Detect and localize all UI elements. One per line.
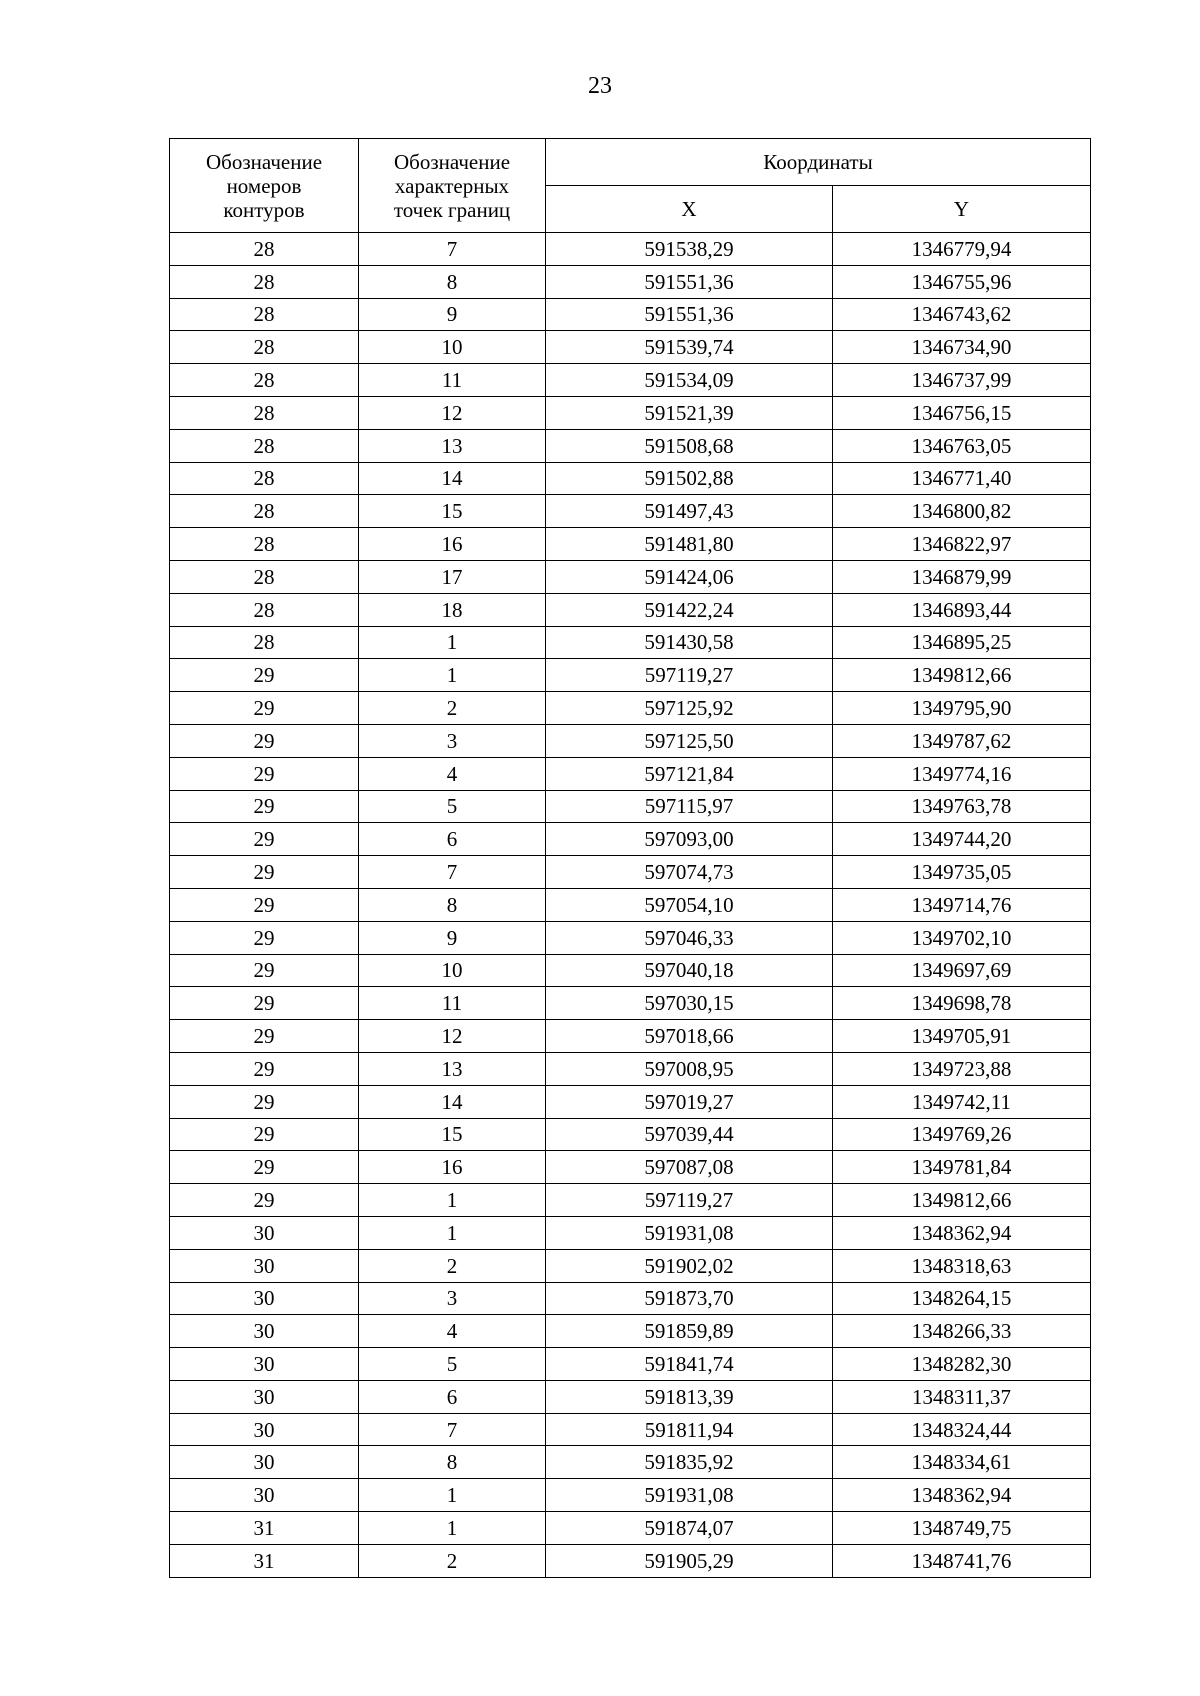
header-contour-line: контуров	[223, 197, 305, 222]
cell-point-number: 2	[359, 1249, 546, 1282]
cell-contour-number: 30	[170, 1216, 359, 1249]
cell-contour-number: 29	[170, 888, 359, 921]
table-row	[170, 888, 1091, 921]
cell-x: 591931,08	[546, 1216, 833, 1249]
cell-contour-number: 29	[170, 1151, 359, 1184]
cell-contour-number: 30	[170, 1413, 359, 1446]
cell-y: 1349812,66	[833, 659, 1091, 692]
cell-y: 1349795,90	[833, 692, 1091, 725]
cell-x: 591813,39	[546, 1380, 833, 1413]
cell-contour-number: 28	[170, 462, 359, 495]
cell-contour-number: 30	[170, 1380, 359, 1413]
cell-x: 591502,88	[546, 462, 833, 495]
cell-y: 1348266,33	[833, 1315, 1091, 1348]
header-boundary-point	[359, 139, 546, 233]
cell-point-number: 2	[359, 1544, 546, 1577]
cell-y: 1349735,05	[833, 856, 1091, 889]
cell-contour-number: 28	[170, 593, 359, 626]
cell-point-number: 7	[359, 1413, 546, 1446]
table-row	[170, 659, 1091, 692]
cell-x: 597046,33	[546, 921, 833, 954]
table-row	[170, 1118, 1091, 1151]
table-row	[170, 364, 1091, 397]
header-y: Y	[833, 186, 1091, 233]
cell-y: 1348334,61	[833, 1446, 1091, 1479]
cell-point-number: 8	[359, 1446, 546, 1479]
cell-y: 1349812,66	[833, 1184, 1091, 1217]
table-row	[170, 757, 1091, 790]
cell-contour-number: 29	[170, 1118, 359, 1151]
cell-point-number: 11	[359, 364, 546, 397]
cell-point-number: 8	[359, 265, 546, 298]
cell-x: 591534,09	[546, 364, 833, 397]
cell-y: 1349787,62	[833, 724, 1091, 757]
cell-x: 591551,36	[546, 265, 833, 298]
table-row	[170, 528, 1091, 561]
cell-y: 1348749,75	[833, 1512, 1091, 1545]
cell-contour-number: 30	[170, 1315, 359, 1348]
cell-x: 597119,27	[546, 659, 833, 692]
cell-contour-number: 31	[170, 1512, 359, 1545]
header-contour-number	[170, 139, 359, 233]
table-row	[170, 233, 1091, 266]
cell-contour-number: 29	[170, 659, 359, 692]
cell-y: 1346756,15	[833, 396, 1091, 429]
cell-point-number: 11	[359, 987, 546, 1020]
cell-x: 591422,24	[546, 593, 833, 626]
cell-x: 591811,94	[546, 1413, 833, 1446]
cell-x: 597121,84	[546, 757, 833, 790]
table-row	[170, 1282, 1091, 1315]
table-row	[170, 495, 1091, 528]
cell-point-number: 14	[359, 462, 546, 495]
cell-point-number: 3	[359, 724, 546, 757]
cell-y: 1346743,62	[833, 298, 1091, 331]
table-row	[170, 724, 1091, 757]
cell-x: 591538,29	[546, 233, 833, 266]
header-contour-line: номеров	[226, 173, 302, 198]
table-row	[170, 265, 1091, 298]
cell-contour-number: 29	[170, 921, 359, 954]
cell-point-number: 13	[359, 1052, 546, 1085]
table-row	[170, 1249, 1091, 1282]
cell-contour-number: 28	[170, 560, 359, 593]
cell-y: 1349742,11	[833, 1085, 1091, 1118]
cell-contour-number: 28	[170, 396, 359, 429]
cell-y: 1346771,40	[833, 462, 1091, 495]
cell-y: 1349781,84	[833, 1151, 1091, 1184]
cell-contour-number: 30	[170, 1348, 359, 1381]
cell-x: 591905,29	[546, 1544, 833, 1577]
table-row	[170, 462, 1091, 495]
cell-y: 1349697,69	[833, 954, 1091, 987]
cell-y: 1346779,94	[833, 233, 1091, 266]
cell-x: 597039,44	[546, 1118, 833, 1151]
table-row	[170, 1348, 1091, 1381]
cell-contour-number: 29	[170, 954, 359, 987]
table-row	[170, 429, 1091, 462]
cell-x: 597119,27	[546, 1184, 833, 1217]
cell-x: 591873,70	[546, 1282, 833, 1315]
cell-y: 1348741,76	[833, 1544, 1091, 1577]
cell-x: 597087,08	[546, 1151, 833, 1184]
cell-y: 1349723,88	[833, 1052, 1091, 1085]
cell-x: 597125,50	[546, 724, 833, 757]
table-row	[170, 921, 1091, 954]
cell-x: 591931,08	[546, 1479, 833, 1512]
cell-contour-number: 30	[170, 1249, 359, 1282]
cell-point-number: 7	[359, 856, 546, 889]
cell-x: 591481,80	[546, 528, 833, 561]
cell-x: 597125,92	[546, 692, 833, 725]
table-row	[170, 790, 1091, 823]
cell-y: 1349705,91	[833, 1020, 1091, 1053]
cell-point-number: 6	[359, 823, 546, 856]
cell-point-number: 2	[359, 692, 546, 725]
table-row	[170, 1479, 1091, 1512]
cell-x: 591835,92	[546, 1446, 833, 1479]
cell-contour-number: 29	[170, 987, 359, 1020]
cell-point-number: 7	[359, 233, 546, 266]
cell-y: 1346822,97	[833, 528, 1091, 561]
table-row	[170, 1184, 1091, 1217]
cell-contour-number: 28	[170, 528, 359, 561]
cell-x: 597040,18	[546, 954, 833, 987]
header-coordinates: Координаты	[546, 139, 1091, 186]
table-row	[170, 626, 1091, 659]
table-row	[170, 1151, 1091, 1184]
cell-x: 597054,10	[546, 888, 833, 921]
cell-contour-number: 29	[170, 1184, 359, 1217]
cell-y: 1348324,44	[833, 1413, 1091, 1446]
cell-x: 597115,97	[546, 790, 833, 823]
cell-y: 1349769,26	[833, 1118, 1091, 1151]
cell-x: 597074,73	[546, 856, 833, 889]
cell-point-number: 1	[359, 659, 546, 692]
cell-x: 597019,27	[546, 1085, 833, 1118]
cell-point-number: 15	[359, 1118, 546, 1151]
cell-point-number: 15	[359, 495, 546, 528]
cell-contour-number: 29	[170, 1020, 359, 1053]
cell-point-number: 14	[359, 1085, 546, 1118]
cell-y: 1348311,37	[833, 1380, 1091, 1413]
table-body	[170, 233, 1091, 1578]
cell-x: 591508,68	[546, 429, 833, 462]
cell-x: 591874,07	[546, 1512, 833, 1545]
header-point-line: характерных	[394, 173, 510, 198]
header-point-line: Обозначение	[393, 149, 511, 174]
cell-point-number: 18	[359, 593, 546, 626]
cell-x: 591551,36	[546, 298, 833, 331]
cell-x: 591841,74	[546, 1348, 833, 1381]
cell-point-number: 16	[359, 1151, 546, 1184]
cell-point-number: 1	[359, 1184, 546, 1217]
cell-contour-number: 30	[170, 1479, 359, 1512]
cell-y: 1348362,94	[833, 1479, 1091, 1512]
table-row	[170, 1315, 1091, 1348]
cell-x: 591430,58	[546, 626, 833, 659]
cell-point-number: 5	[359, 1348, 546, 1381]
cell-x: 597008,95	[546, 1052, 833, 1085]
cell-y: 1346737,99	[833, 364, 1091, 397]
cell-y: 1346879,99	[833, 560, 1091, 593]
cell-point-number: 12	[359, 396, 546, 429]
cell-point-number: 9	[359, 921, 546, 954]
cell-point-number: 3	[359, 1282, 546, 1315]
table-header	[170, 139, 1091, 233]
cell-contour-number: 28	[170, 429, 359, 462]
cell-point-number: 6	[359, 1380, 546, 1413]
cell-contour-number: 30	[170, 1446, 359, 1479]
cell-point-number: 16	[359, 528, 546, 561]
table-row	[170, 1544, 1091, 1577]
cell-x: 591902,02	[546, 1249, 833, 1282]
cell-y: 1349698,78	[833, 987, 1091, 1020]
cell-y: 1346800,82	[833, 495, 1091, 528]
table-row	[170, 560, 1091, 593]
cell-point-number: 1	[359, 1512, 546, 1545]
cell-point-number: 17	[359, 560, 546, 593]
table-row	[170, 1413, 1091, 1446]
table-row	[170, 298, 1091, 331]
cell-x: 597093,00	[546, 823, 833, 856]
page-number: 23	[588, 73, 612, 99]
table-row	[170, 593, 1091, 626]
cell-y: 1346763,05	[833, 429, 1091, 462]
cell-point-number: 9	[359, 298, 546, 331]
cell-contour-number: 29	[170, 823, 359, 856]
cell-point-number: 1	[359, 626, 546, 659]
cell-contour-number: 29	[170, 856, 359, 889]
cell-y: 1348362,94	[833, 1216, 1091, 1249]
table-row	[170, 1085, 1091, 1118]
cell-y: 1348282,30	[833, 1348, 1091, 1381]
cell-y: 1348318,63	[833, 1249, 1091, 1282]
cell-contour-number: 29	[170, 790, 359, 823]
table-row	[170, 692, 1091, 725]
table-row	[170, 396, 1091, 429]
cell-contour-number: 28	[170, 331, 359, 364]
cell-x: 591859,89	[546, 1315, 833, 1348]
cell-contour-number: 31	[170, 1544, 359, 1577]
cell-point-number: 4	[359, 757, 546, 790]
table-row	[170, 856, 1091, 889]
cell-y: 1349763,78	[833, 790, 1091, 823]
cell-contour-number: 28	[170, 298, 359, 331]
cell-point-number: 10	[359, 331, 546, 364]
table-row	[170, 1512, 1091, 1545]
cell-contour-number: 29	[170, 1052, 359, 1085]
table-row	[170, 1020, 1091, 1053]
cell-y: 1349714,76	[833, 888, 1091, 921]
cell-y: 1346734,90	[833, 331, 1091, 364]
cell-contour-number: 28	[170, 626, 359, 659]
cell-point-number: 12	[359, 1020, 546, 1053]
cell-x: 591539,74	[546, 331, 833, 364]
cell-contour-number: 28	[170, 265, 359, 298]
cell-point-number: 1	[359, 1479, 546, 1512]
table-row	[170, 1052, 1091, 1085]
cell-point-number: 10	[359, 954, 546, 987]
cell-contour-number: 30	[170, 1282, 359, 1315]
cell-point-number: 1	[359, 1216, 546, 1249]
cell-contour-number: 29	[170, 757, 359, 790]
table-row	[170, 1380, 1091, 1413]
cell-y: 1349702,10	[833, 921, 1091, 954]
cell-y: 1346895,25	[833, 626, 1091, 659]
cell-y: 1348264,15	[833, 1282, 1091, 1315]
table-row	[170, 823, 1091, 856]
table-row	[170, 1216, 1091, 1249]
cell-contour-number: 29	[170, 724, 359, 757]
table-row	[170, 1446, 1091, 1479]
cell-x: 591521,39	[546, 396, 833, 429]
coordinates-table	[169, 138, 1091, 1578]
header-point-line: точек границ	[393, 197, 511, 222]
header-contour-line: Обозначение	[205, 149, 323, 174]
cell-y: 1349774,16	[833, 757, 1091, 790]
cell-point-number: 5	[359, 790, 546, 823]
table-row	[170, 987, 1091, 1020]
cell-y: 1346893,44	[833, 593, 1091, 626]
cell-x: 597030,15	[546, 987, 833, 1020]
cell-point-number: 4	[359, 1315, 546, 1348]
cell-x: 591497,43	[546, 495, 833, 528]
cell-contour-number: 28	[170, 233, 359, 266]
table-row	[170, 954, 1091, 987]
cell-y: 1349744,20	[833, 823, 1091, 856]
cell-point-number: 8	[359, 888, 546, 921]
cell-x: 597018,66	[546, 1020, 833, 1053]
cell-contour-number: 29	[170, 1085, 359, 1118]
cell-contour-number: 28	[170, 364, 359, 397]
cell-contour-number: 28	[170, 495, 359, 528]
header-x: X	[546, 186, 833, 233]
table-row	[170, 331, 1091, 364]
cell-contour-number: 29	[170, 692, 359, 725]
cell-point-number: 13	[359, 429, 546, 462]
cell-x: 591424,06	[546, 560, 833, 593]
cell-y: 1346755,96	[833, 265, 1091, 298]
